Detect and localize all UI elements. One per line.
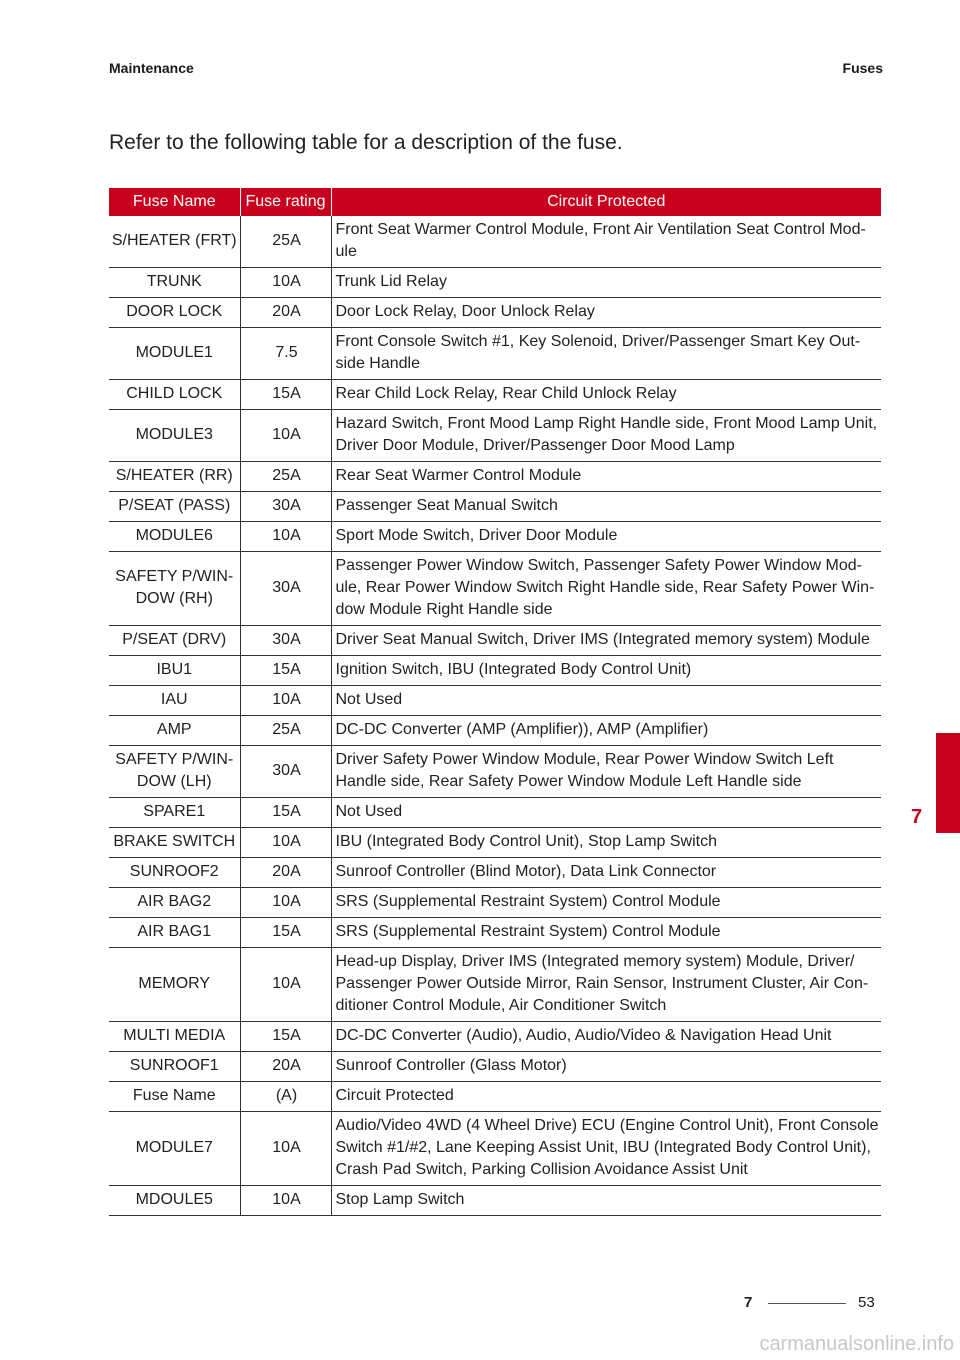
page-number: 53 (858, 1294, 875, 1311)
fuse-rating-cell: 15A (240, 798, 331, 828)
column-header-circuit-protected: Circuit Protected (331, 188, 881, 216)
circuit-cell: Not Used (331, 798, 881, 828)
fuse-rating-cell: 20A (240, 298, 331, 328)
circuit-cell: Ignition Switch, IBU (Integrated Body Control Unit) (331, 656, 881, 686)
section-title: Maintenance (109, 60, 194, 76)
table-row (109, 888, 881, 918)
table-row (109, 462, 881, 492)
circuit-cell: Audio/Video 4WD (4 Wheel Drive) ECU (Engine Control Unit), Front Console Switch #1/#2, Lane Keeping Assist Unit, IBU (Integrated Body Control Unit), Crash Pad Switch, Parking Collision Avoidance Assist Unit (331, 1112, 881, 1186)
column-header-fuse-rating: Fuse rating (240, 188, 331, 216)
fuse-name-cell: MODULE6 (109, 522, 240, 552)
table-row (109, 380, 881, 410)
circuit-cell: DC-DC Converter (AMP (Amplifier)), AMP (Amplifier) (331, 716, 881, 746)
circuit-cell: Passenger Power Window Switch, Passenger Safety Power Window Mod-ule, Rear Power Window Switch Right Handle side, Rear Safety Power Win-dow Module Right Handle side (331, 552, 881, 626)
circuit-cell: Front Console Switch #1, Key Solenoid, Driver/Passenger Smart Key Out-side Handle (331, 328, 881, 380)
table-row (109, 268, 881, 298)
fuse-name-cell: AIR BAG2 (109, 888, 240, 918)
table-row (109, 552, 881, 626)
table-row (109, 1112, 881, 1186)
fuse-rating-cell: 10A (240, 522, 331, 552)
fuse-rating-cell: 10A (240, 1186, 331, 1216)
circuit-cell: Sunroof Controller (Blind Motor), Data Link Connector (331, 858, 881, 888)
fuse-name-cell: SAFETY P/WIN-DOW (RH) (109, 552, 240, 626)
fuse-name-cell: S/HEATER (FRT) (109, 216, 240, 268)
fuse-rating-cell: 30A (240, 746, 331, 798)
fuse-rating-cell: 25A (240, 716, 331, 746)
table-row (109, 298, 881, 328)
fuse-name-cell: MODULE3 (109, 410, 240, 462)
table-row (109, 1186, 881, 1216)
fuse-rating-cell: 20A (240, 1052, 331, 1082)
chapter-tab (936, 733, 960, 833)
fuse-rating-cell: 15A (240, 1022, 331, 1052)
fuse-rating-cell: 7.5 (240, 328, 331, 380)
fuse-name-cell: MEMORY (109, 948, 240, 1022)
fuse-rating-cell: 15A (240, 918, 331, 948)
fuse-name-cell: MODULE1 (109, 328, 240, 380)
fuse-name-cell: TRUNK (109, 268, 240, 298)
fuse-name-cell: Fuse Name (109, 1082, 240, 1112)
circuit-cell: Not Used (331, 686, 881, 716)
fuse-rating-cell: 10A (240, 948, 331, 1022)
table-row (109, 858, 881, 888)
circuit-cell: Driver Seat Manual Switch, Driver IMS (Integrated memory system) Module (331, 626, 881, 656)
table-row (109, 492, 881, 522)
topic-title: Fuses (842, 60, 883, 76)
table-row (109, 798, 881, 828)
circuit-cell: IBU (Integrated Body Control Unit), Stop Lamp Switch (331, 828, 881, 858)
fuse-rating-cell: (A) (240, 1082, 331, 1112)
table-header-row (109, 188, 881, 216)
fuse-name-cell: P/SEAT (PASS) (109, 492, 240, 522)
fuse-name-cell: P/SEAT (DRV) (109, 626, 240, 656)
circuit-cell: Head-up Display, Driver IMS (Integrated memory system) Module, Driver/ Passenger Power Outside Mirror, Rain Sensor, Instrument Cluster, Air Con-ditioner Control Module, Air Conditioner Switch (331, 948, 881, 1022)
intro-text: Refer to the following table for a description of the fuse. (109, 131, 623, 154)
fuse-rating-cell: 25A (240, 216, 331, 268)
fuse-rating-cell: 10A (240, 410, 331, 462)
fuse-name-cell: CHILD LOCK (109, 380, 240, 410)
fuse-name-cell: SUNROOF1 (109, 1052, 240, 1082)
circuit-cell: Circuit Protected (331, 1082, 881, 1112)
fuse-rating-cell: 10A (240, 888, 331, 918)
table-row (109, 828, 881, 858)
fuse-table-body (109, 216, 881, 1216)
table-row (109, 1022, 881, 1052)
footer-chapter: 7 (744, 1294, 753, 1311)
table-row (109, 716, 881, 746)
table-row (109, 1052, 881, 1082)
footer-divider (768, 1303, 846, 1304)
table-row (109, 948, 881, 1022)
circuit-cell: Sunroof Controller (Glass Motor) (331, 1052, 881, 1082)
table-row (109, 656, 881, 686)
fuse-rating-cell: 10A (240, 828, 331, 858)
fuse-name-cell: AMP (109, 716, 240, 746)
fuse-rating-cell: 10A (240, 268, 331, 298)
fuse-name-cell: BRAKE SWITCH (109, 828, 240, 858)
circuit-cell: Driver Safety Power Window Module, Rear Power Window Switch Left Handle side, Rear Safety Power Window Module Left Handle side (331, 746, 881, 798)
circuit-cell: Rear Seat Warmer Control Module (331, 462, 881, 492)
table-row (109, 918, 881, 948)
column-header-fuse-name: Fuse Name (109, 188, 240, 216)
fuse-name-cell: SPARE1 (109, 798, 240, 828)
fuse-rating-cell: 10A (240, 686, 331, 716)
fuse-name-cell: S/HEATER (RR) (109, 462, 240, 492)
table-row (109, 746, 881, 798)
circuit-cell: SRS (Supplemental Restraint System) Control Module (331, 918, 881, 948)
fuse-name-cell: IAU (109, 686, 240, 716)
fuse-name-cell: IBU1 (109, 656, 240, 686)
table-row (109, 410, 881, 462)
chapter-tab-number: 7 (911, 806, 923, 828)
fuse-rating-cell: 30A (240, 492, 331, 522)
fuse-rating-cell: 30A (240, 552, 331, 626)
table-row (109, 1082, 881, 1112)
circuit-cell: Sport Mode Switch, Driver Door Module (331, 522, 881, 552)
table-row (109, 522, 881, 552)
circuit-cell: SRS (Supplemental Restraint System) Control Module (331, 888, 881, 918)
table-row (109, 686, 881, 716)
table-row (109, 626, 881, 656)
fuse-rating-cell: 20A (240, 858, 331, 888)
fuse-name-cell: SAFETY P/WIN-DOW (LH) (109, 746, 240, 798)
fuse-rating-cell: 25A (240, 462, 331, 492)
circuit-cell: Stop Lamp Switch (331, 1186, 881, 1216)
table-row (109, 328, 881, 380)
fuse-name-cell: MULTI MEDIA (109, 1022, 240, 1052)
fuse-name-cell: MDOULE5 (109, 1186, 240, 1216)
fuse-name-cell: SUNROOF2 (109, 858, 240, 888)
watermark: carmanualsonline.info (759, 1333, 954, 1355)
circuit-cell: Rear Child Lock Relay, Rear Child Unlock Relay (331, 380, 881, 410)
circuit-cell: Door Lock Relay, Door Unlock Relay (331, 298, 881, 328)
fuse-rating-cell: 30A (240, 626, 331, 656)
circuit-cell: Trunk Lid Relay (331, 268, 881, 298)
table-row (109, 216, 881, 268)
fuse-name-cell: DOOR LOCK (109, 298, 240, 328)
circuit-cell: Hazard Switch, Front Mood Lamp Right Handle side, Front Mood Lamp Unit, Driver Door Module, Driver/Passenger Door Mood Lamp (331, 410, 881, 462)
circuit-cell: Passenger Seat Manual Switch (331, 492, 881, 522)
fuse-table (109, 188, 881, 1216)
fuse-rating-cell: 15A (240, 380, 331, 410)
fuse-rating-cell: 15A (240, 656, 331, 686)
fuse-name-cell: MODULE7 (109, 1112, 240, 1186)
circuit-cell: Front Seat Warmer Control Module, Front Air Ventilation Seat Control Mod-ule (331, 216, 881, 268)
fuse-rating-cell: 10A (240, 1112, 331, 1186)
circuit-cell: DC-DC Converter (Audio), Audio, Audio/Video & Navigation Head Unit (331, 1022, 881, 1052)
fuse-name-cell: AIR BAG1 (109, 918, 240, 948)
